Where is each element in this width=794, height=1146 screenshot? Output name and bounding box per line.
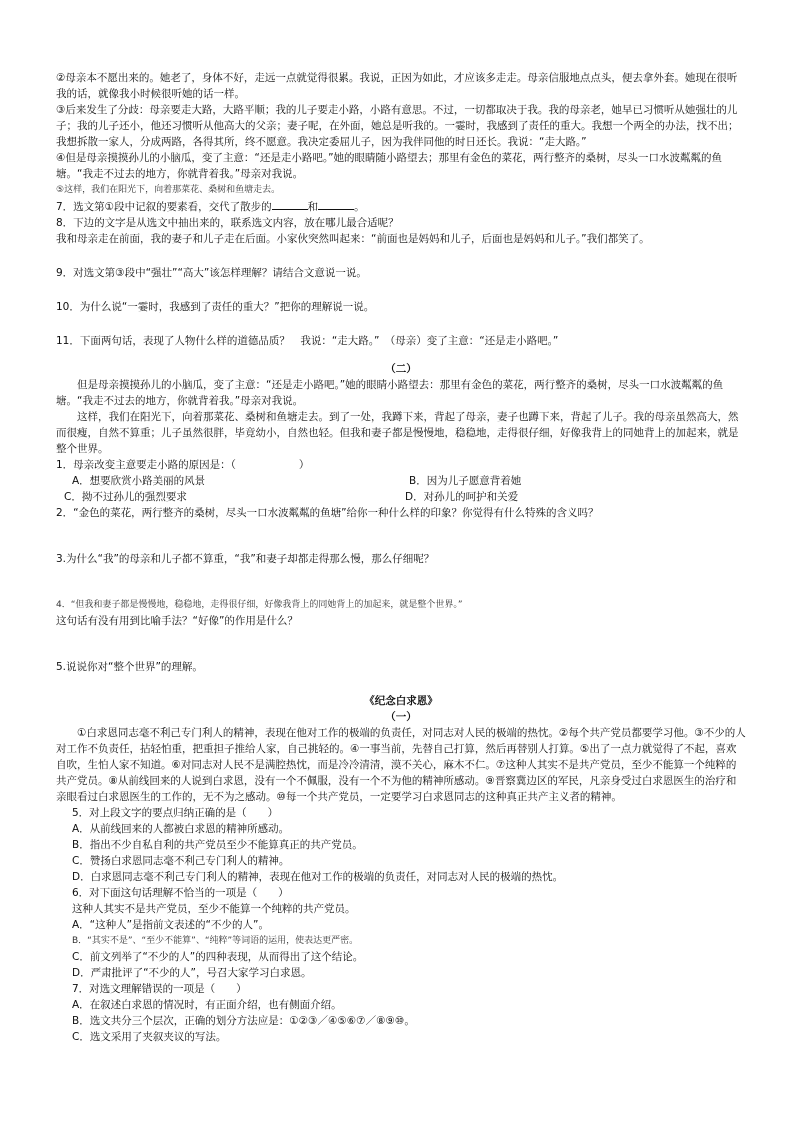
article-question-6-sentence: 这种人其实不是共产党员，至少不能算一个纯粹的共产党员。	[72, 903, 356, 915]
option-c[interactable]: C．赞扬白求恩同志毫不利己专门利人的精神。	[72, 855, 290, 867]
question-8: 8．下边的文字是从选文中抽出来的，联系选文内容，放在哪儿最合适呢？	[56, 217, 399, 229]
option-d[interactable]: D．对孙儿的呵护和关爱	[405, 491, 519, 503]
option-b[interactable]: B．指出不少自私自利的共产党员至少不能算真正的共产党员。	[72, 839, 363, 851]
paragraph-5: ⑤这样，我们在阳光下，向着那菜花、桑树和鱼塘走去。	[56, 185, 281, 195]
article-paragraph: ①白求恩同志毫不利己专门利人的精神，表现在他对工作的极端的负责任，对同志对人民的极端的热忱。②每个共产党员都要学习他。③不少的人对工作不负责任，拈轻怕重，把重担子推给人家，自己挑轻的。④一事当前，先替自己打算，然后再替别人打算。⑤出了一点力就觉得了不起，喜欢自吹，生怕人家不知道。⑥对同志对人民不是满腔热忱，而是冷冷清清，漠不关心，麻木不仁。⑦这种人其实不是共产党员，至少不能算一个纯粹的共产党员。⑧从前线回来的人说到白求恩，没有一个不佩服，没有一个不为他的精神所感动。⑨晋察冀边区的军民，凡亲身受过白求恩医生的治疗和亲眼看过白求恩医生的工作的，无不为之感动。⑩每一个共产党员，一定要学习白求恩同志的这种真正共产主义者的精神。	[56, 727, 746, 803]
option-a[interactable]: A．在叙述白求恩的情况时，有正面介绍，也有侧面介绍。	[72, 999, 342, 1011]
article-question-7: 7．对选文理解错误的一项是（ ）	[72, 983, 247, 995]
section2-paragraph-1: 但是母亲摸摸孙儿的小脑瓜，变了主意：“还是走小路吧。”她的眼睛小路望去：那里有金色的菜花，两行整齐的桑树，尽头一口水波粼粼的鱼塘。“我走不过去的地方，你就背着我。”母亲对我说。	[56, 379, 724, 407]
article-question-5: 5．对上段文字的要点归纳正确的是（ ）	[72, 807, 279, 819]
option-c[interactable]: C．拗不过孙儿的强烈要求	[64, 491, 187, 503]
option-a[interactable]: A．从前线回来的人都被白求恩的精神所感动。	[72, 823, 290, 835]
option-a[interactable]: A．“这种人”是指前文表述的“不少的人”。	[72, 919, 269, 931]
option-c[interactable]: C．前文列举了“不少的人”的四种表现，从而得出了这个结论。	[72, 951, 364, 963]
option-d[interactable]: D．白求恩同志毫不利己专门利人的精神，表现在他对工作的极端的负责任，对同志对人民的极端的热忱。	[72, 871, 564, 883]
section2-question-2: 2．“金色的菜花，两行整齐的桑树，尽头一口水波粼粼的鱼塘”给你一种什么样的印象？你觉得有什么特殊的含义吗？	[56, 507, 599, 519]
question-8-sentence: 我和母亲走在前面，我的妻子和儿子走在后面。小家伙突然叫起来：“前面也是妈妈和儿子，后面也是妈妈和儿子。”我们都笑了。	[56, 233, 650, 245]
section2-question-5: 5.说说你对“整个世界”的理解。	[56, 661, 203, 673]
section2-question-1: 1．母亲改变主意要走小路的原因是：（ ）	[56, 459, 310, 471]
option-a[interactable]: A．想要欣赏小路美丽的风景	[72, 475, 206, 487]
paragraph-4: ④但是母亲摸摸孙儿的小脑瓜，变了主意：“还是走小路吧。”她的眼睛随小路望去；那里有金色的菜花，两行整齐的桑树，尽头一口水波粼粼的鱼塘。“我走不过去的地方，你就背着我。”母亲对我说。	[56, 152, 723, 180]
options-row	[56, 473, 746, 489]
answer-blank[interactable]	[318, 198, 354, 210]
answer-blank[interactable]	[272, 198, 308, 210]
options-row	[56, 489, 746, 505]
article-question-6: 6．对下面这句话理解不恰当的一项是（ ）	[72, 887, 289, 899]
question-7	[56, 198, 746, 215]
option-c[interactable]: C．选文采用了夹叙夹议的写法。	[72, 1031, 227, 1043]
question-9: 9．对选文第③段中“强壮”“高大”该怎样理解？请结合文意说一说。	[56, 267, 367, 279]
option-b[interactable]: B．“其实不是”、“至少不能算”、“纯粹”等词语的运用，使表达更严密。	[72, 936, 359, 946]
question-7-and: 和	[307, 201, 319, 213]
paragraph-2: ②母亲本不愿出来的。她老了，身体不好，走远一点就觉得很累。我说，正因为如此，才应该多走走。母亲信服地点点头，便去拿外套。她现在很听我的话，就像我小时候很听她的话一样。	[56, 72, 738, 100]
section2-paragraph-2: 这样，我们在阳光下，向着那菜花、桑树和鱼塘走去。到了一处，我蹲下来，背起了母亲，妻子也蹲下来，背起了儿子。我的母亲虽然高大，然而很瘦，自然不算重；儿子虽然很胖，毕竟幼小，自然也轻。但我和妻子都是慢慢地，稳稳地，走得很仔细，好像我背上的同她背上的加起来，就是整个世界。	[56, 411, 739, 455]
section2-question-4-ask: 这句话有没有用到比喻手法？“好像”的作用是什么？	[56, 615, 298, 627]
question-7-end: 。	[354, 201, 365, 213]
section-heading: （二）	[385, 363, 417, 375]
question-10: 10．为什么说“一霎时，我感到了责任的重大？”把你的理解说一说。	[56, 301, 375, 313]
question-7-text: 7．选文第①段中记叙的要素看，交代了散步的	[56, 201, 272, 213]
option-b[interactable]: B．因为儿子愿意背着她	[409, 475, 522, 487]
option-b[interactable]: B．选文共分三个层次，正确的划分方法应是：①②③／④⑤⑥⑦／⑧⑨⑩。	[72, 1015, 415, 1027]
document-page	[56, 70, 746, 1045]
article-title: 《纪念白求恩》	[364, 695, 438, 707]
paragraph-3: ③后来发生了分歧：母亲要走大路，大路平顺；我的儿子要走小路，小路有意思。不过，一切都取决于我。我的母亲老，她早已习惯听从她强壮的儿子；我的儿子还小，他还习惯听从他高大的父亲；妻子呢，在外面，她总是听我的。一霎时，我感到了责任的重大。我想一个两全的办法，找不出；我想拆散一家人，分成两路，各得其所，终不愿意。我决定委屈儿子，因为我伴同他的时日还长。我说：“走大路。”	[56, 104, 739, 148]
section2-question-3: 3.为什么“我”的母亲和儿子都不算重，“我”和妻子却都走得那么慢，那么仔细呢？	[56, 553, 435, 565]
section-heading: （一）	[385, 711, 417, 723]
option-d[interactable]: D．严肃批评了“不少的人”，号召大家学习白求恩。	[72, 967, 312, 979]
question-11: 11．下面两句话，表现了人物什么样的道德品质？ 我说：“走大路。” （母亲）变了主意：“还是走小路吧。”	[56, 335, 559, 347]
section2-question-4: 4．“但我和妻子都是慢慢地，稳稳地，走得很仔细，好像我背上的同她背上的加起来，就是整个世界。”	[56, 600, 463, 610]
